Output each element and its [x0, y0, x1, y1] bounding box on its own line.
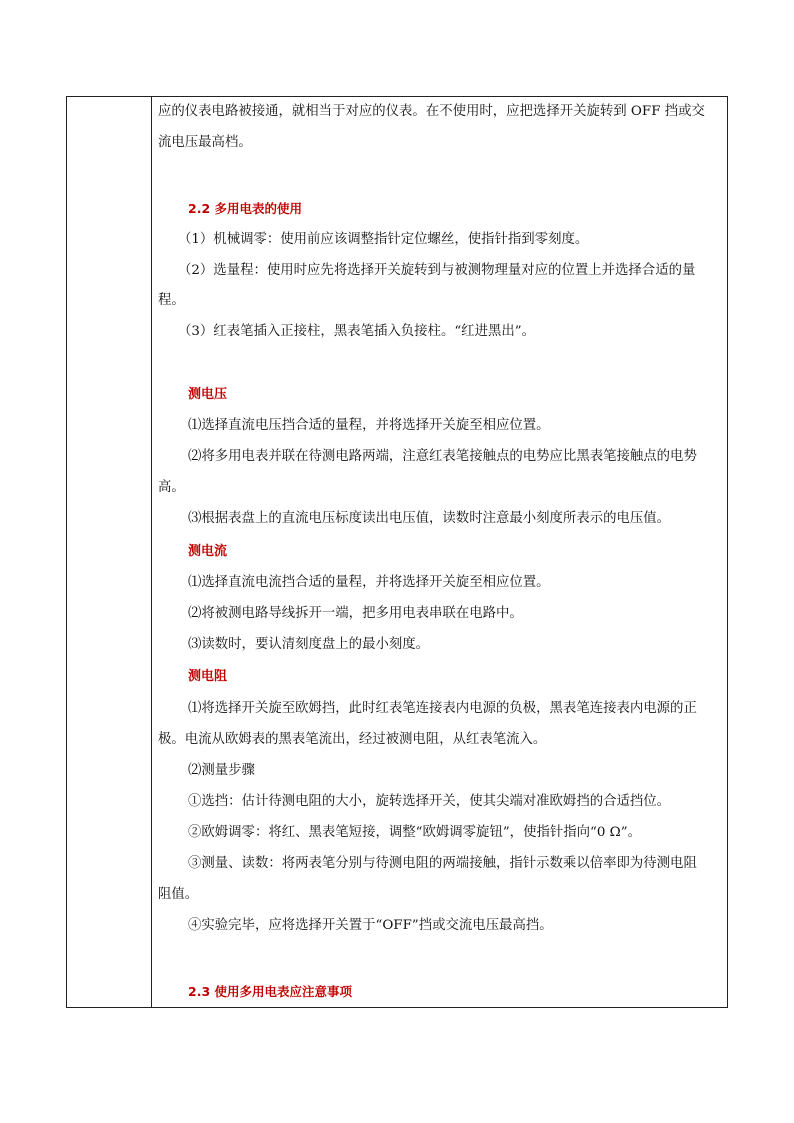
voltage-heading: 测电压 — [188, 387, 228, 402]
usage-step-2-line-1: （2）选量程：使用时应先将选择开关旋转到与被测物理量对应的位置上并选择合适的量 — [178, 263, 696, 278]
resistance-step-2: ⑵测量步骤 — [188, 763, 255, 778]
resistance-substep-1: ①选挡：估计待测电阻的大小，旋转选择开关，使其尖端对准欧姆挡的合适挡位。 — [188, 794, 671, 809]
resistance-substep-4: ④实验完毕，应将选择开关置于“OFF”挡或交流电压最高挡。 — [188, 918, 553, 933]
section-2-2-heading: 2.2 多用电表的使用 — [188, 201, 302, 216]
resistance-substep-2: ②欧姆调零：将红、黑表笔短接，调整“欧姆调零旋钮”，使指针指向“0 Ω”。 — [188, 825, 641, 840]
resistance-heading: 测电阻 — [188, 669, 228, 684]
voltage-step-3: ⑶根据表盘上的直流电压标度读出电压值，读数时注意最小刻度所表示的电压值。 — [188, 511, 671, 526]
resistance-substep-3-line-1: ③测量、读数：将两表笔分别与待测电阻的两端接触，指针示数乘以倍率即为待测电阻 — [188, 856, 697, 871]
usage-step-3: （3）红表笔插入正接柱，黑表笔插入负接柱。“红进黑出”。 — [178, 324, 535, 339]
voltage-step-2-line-1: ⑵将多用电表并联在待测电路两端，注意红表笔接触点的电势应比黑表笔接触点的电势 — [188, 449, 697, 464]
voltage-step-2-line-2: 高。 — [158, 480, 185, 495]
resistance-substep-3-line-2: 阻值。 — [158, 887, 199, 902]
usage-step-1: （1）机械调零：使用前应该调整指针定位螺丝，使指针指到零刻度。 — [178, 232, 589, 247]
resistance-step-1-line-2: 极。电流从欧姆表的黑表笔流出，经过被测电阻，从红表笔流入。 — [158, 732, 547, 747]
resistance-step-1-line-1: ⑴将选择开关旋至欧姆挡，此时红表笔连接表内电源的负极，黑表笔连接表内电源的正 — [188, 701, 697, 716]
current-step-1: ⑴选择直流电流挡合适的量程，并将选择开关旋至相应位置。 — [188, 575, 550, 590]
usage-step-2-line-2: 程。 — [158, 293, 185, 308]
voltage-step-1: ⑴选择直流电压挡合适的量程，并将选择开关旋至相应位置。 — [188, 418, 550, 433]
current-step-3: ⑶读数时，要认清刻度盘上的最小刻度。 — [188, 637, 430, 652]
intro-line-1: 应的仪表电路被接通，就相当于对应的仪表。在不使用时，应把选择开关旋转到 OFF 挡或交 — [158, 104, 705, 119]
current-heading: 测电流 — [188, 544, 228, 559]
content-table — [66, 96, 728, 1008]
intro-line-2: 流电压最高档。 — [158, 135, 252, 150]
section-2-3-heading: 2.3 使用多用电表应注意事项 — [188, 984, 352, 999]
current-step-2: ⑵将被测电路导线拆开一端，把多用电表串联在电路中。 — [188, 606, 523, 621]
table-content-cell — [67, 97, 727, 1007]
